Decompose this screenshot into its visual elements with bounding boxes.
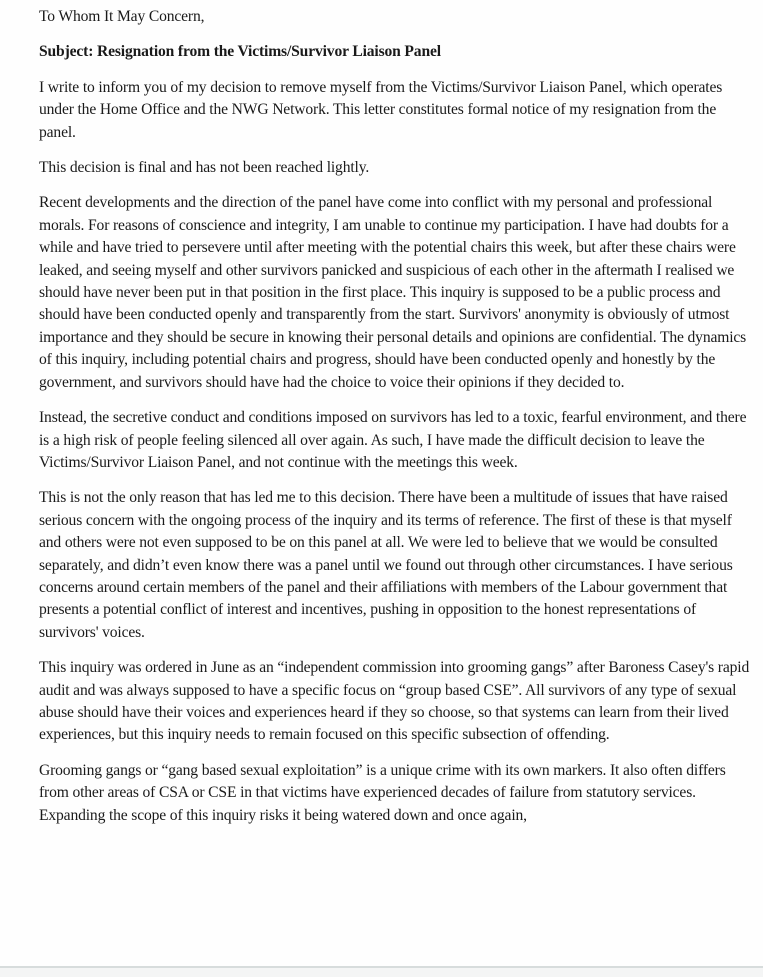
letter-paragraph-other-reasons: This is not the only reason that has led me to this decision. There have been a multitude of issues that have raised serious concern with the ongoing process of the inquiry and its terms of reference. The first of these is that myself and others were not even supposed to be on this panel at all. We were led to believe that we would be consulted separately, and didn’t even know there was a panel until we found out through other circumstances. I have serious concerns around certain members of the panel and their affiliations with members of the Labour government that presents a potential conflict of interest and incentives, pushing in opposition to the honest representations of survivors' voices. (39, 489, 733, 641)
letter-paragraph-inquiry-scope: This inquiry was ordered in June as an “independent commission into grooming gangs” after Baroness Casey's rapid audit and was always supposed to have a specific focus on “group based CSE”. All survivors of any type of sexual abuse should have their voices and experiences heard if they so choose, so that systems can learn from their lived experiences, but this inquiry needs to remain focused on this specific subsection of offending. (39, 659, 750, 744)
letter-paragraph-grooming-gangs: Grooming gangs or “gang based sexual exploitation” is a unique crime with its own markers. It also often differs from other areas of CSA or CSE in that victims have experienced decades of failure from statutory services. Expanding the scope of this inquiry risks it being watered down and once again, (39, 761, 726, 824)
letter-paragraph-final-decision: This decision is final and has not been reached lightly. (39, 159, 370, 177)
letter-paragraph-secretive-conduct: Instead, the secretive conduct and conditions imposed on survivors has led to a toxic, fearful environment, and there is a high risk of people feeling silenced all over again. As such, I have made the difficult decision to leave the Victims/Survivor Liaison Panel, and not continue with the meetings this week. (39, 409, 747, 471)
letter-paragraph-intro: I write to inform you of my decision to remove myself from the Victims/Survivor Liaison Panel, which operates under the Home Office and the NWG Network. This letter constitutes formal notice of my resignation from the panel. (39, 78, 723, 141)
page-bottom-margin (0, 968, 763, 977)
letter-paragraph-recent-developments: Recent developments and the direction of the panel have come into conflict with my personal and professional morals. For reasons of conscience and integrity, I am unable to continue my participation. I have had doubts for a while and have tried to persevere until after meeting with the potential chairs this week, but after these chairs were leaked, and seeing myself and other survivors panicked and suspicious of each other in the aftermath I realised we should have never been put in that position in the first place. This inquiry is supposed to be a public process and should have been conducted openly and transparently from the start. Survivors' anonymity is obviously of utmost importance and they should be secure in knowing their personal details and opinions are confidential. The dynamics of this inquiry, including potential chairs and progress, should have been conducted openly and honestly by the government, and survivors should have had the choice to voice their opinions if they decided to. (39, 194, 747, 391)
letter-subject: Subject: Resignation from the Victims/Survivor Liaison Panel (39, 43, 441, 61)
letter-salutation: To Whom It May Concern, (39, 8, 205, 25)
resignation-letter (39, 6, 751, 840)
